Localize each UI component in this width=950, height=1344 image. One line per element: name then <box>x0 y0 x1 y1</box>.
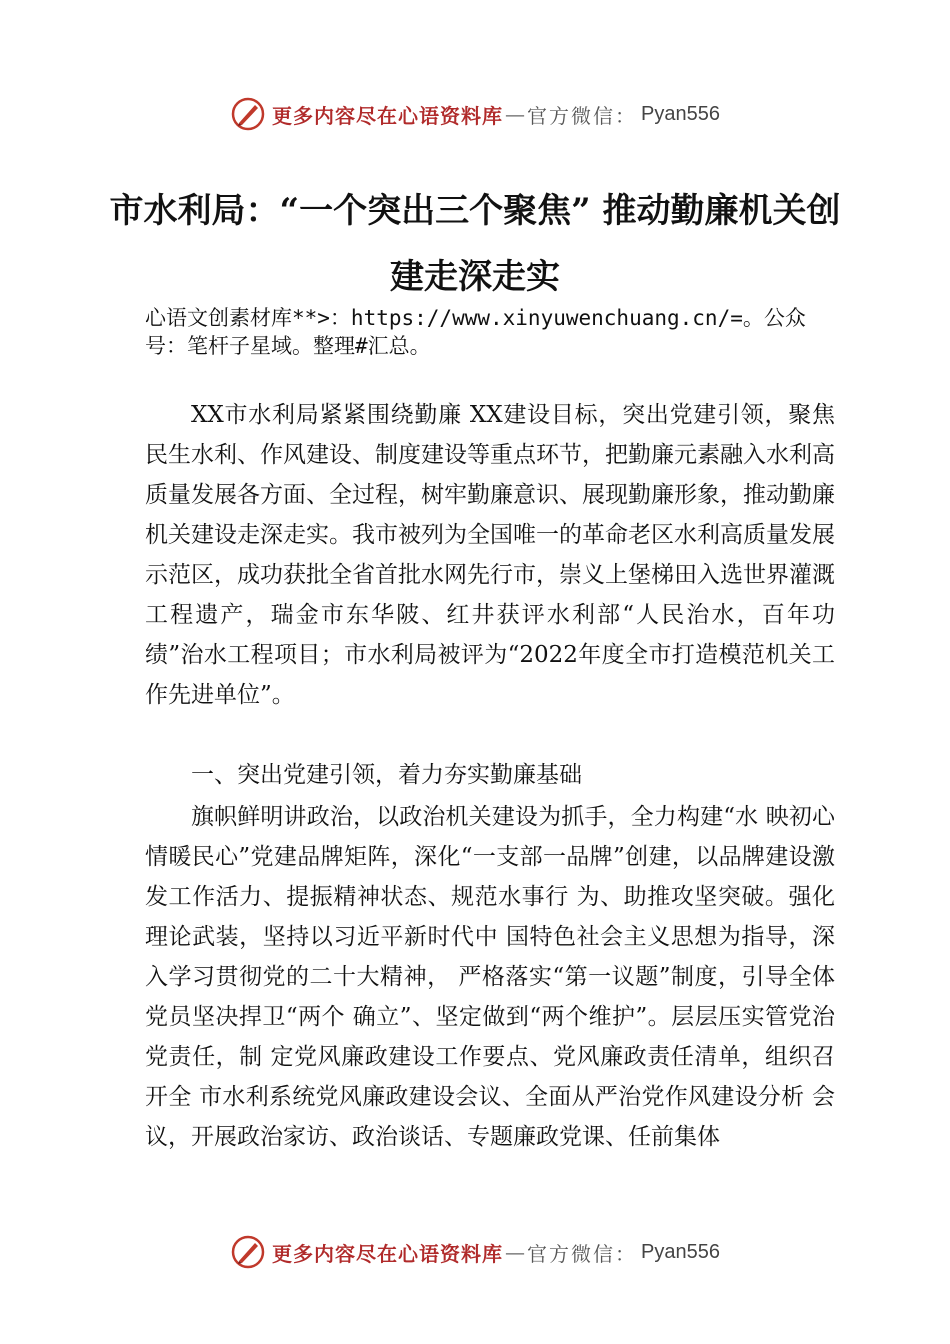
banner-text: 更多内容尽在心语资料库 <box>272 1241 504 1266</box>
source-line: 心语文创素材库**>：https://www.xinyuwenchuang.cn/=。公众号：笔杆子星域。整理#汇总。 <box>145 306 806 358</box>
banner-wechat-id: Pyan556 <box>641 102 720 125</box>
document-title: 市水利局：“一个突出三个聚焦” 推动勤廉机关创建走深走实 <box>109 191 841 297</box>
banner-wechat-id: Pyan556 <box>641 1240 720 1263</box>
intro-paragraph: XX市水利局紧紧围绕勤廉 XX建设目标，突出党建引领，聚焦民生水利、作风建设、制度建设等重点环节，把勤廉元素融入水利高质量发展各方面、全过程，树牢勤廉意识、展现勤廉形象，推动勤廉机关建设走深走实。我市被列为全国唯一的革命老区水利高质量发展示范区，成功获批全省首批水网先行市，崇义上堡梯田入选世界灌溉工程遗产，瑞金市东华陂、红井获评水利部“人民治水，百年功绩”治水工程项目；市水利局被评为“2022年度全市打造模范机关工作先进单位”。 <box>145 402 835 708</box>
banner-text: 更多内容尽在心语资料库 <box>272 103 504 128</box>
section-paragraph: 旗帜鲜明讲政治，以政治机关建设为抓手，全力构建“水 映初心 情暖民心”党建品牌矩阵，深化“一支部一品牌”创建，以品牌建设激发工作活力、提振精神状态、规范水事行 为、助推攻坚突破。强化理论武装，坚持以习近平新时代中 国特色社会主义思想为指导，深入学习贯彻党的二十大精神， 严格落实“第一议题”制度，引导全体党员坚决捍卫“两个 确立”、坚定做到“两个维护”。层层压实管党治党责任，制 定党风廉政建设工作要点、党风廉政责任清单，组织召开全 市水利系统党风廉政建设会议、全面从严治党作风建设分析 会议，开展政治家访、政治谈话、专题廉政党课、任前集体 <box>145 804 835 1150</box>
section-heading: 一、突出党建引领，着力夯实勤廉基础 <box>191 762 582 788</box>
banner-dash: — <box>505 102 526 126</box>
banner-dash: — <box>505 1240 526 1264</box>
pen-logo-icon <box>230 1234 266 1270</box>
banner-label: 官方微信： <box>527 1241 638 1266</box>
footer-banner <box>0 1230 950 1274</box>
header-banner <box>0 92 950 136</box>
banner-label: 官方微信： <box>527 103 638 128</box>
pen-logo-icon <box>230 96 266 132</box>
